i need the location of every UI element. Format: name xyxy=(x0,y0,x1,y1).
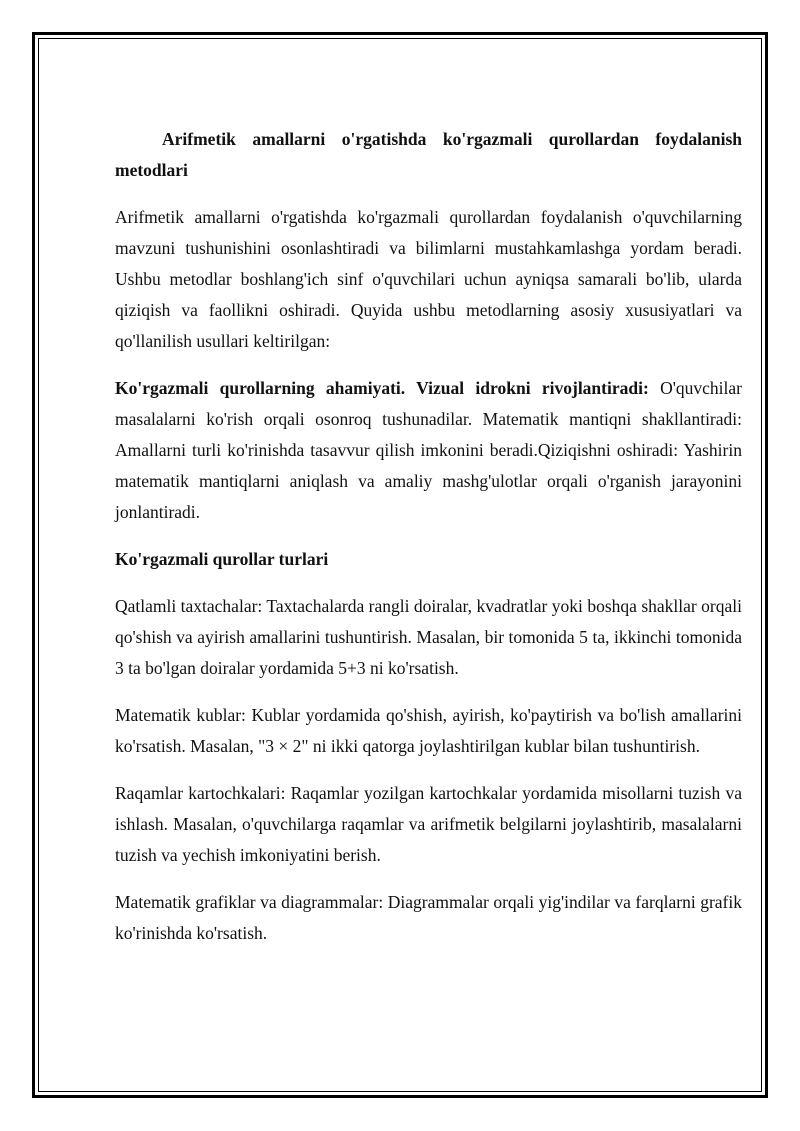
importance-lead: Ko'rgazmali qurollarning ahamiyati. Vizual idrokni rivojlantiradi: xyxy=(115,378,649,398)
intro-paragraph: Arifmetik amallarni o'rgatishda ko'rgazmali qurollardan foydalanish o'quvchilarning mavzuni tushunishini osonlashtiradi va bilimlarni mustahkamlashga yordam beradi. Ushbu metodlar boshlang'ich sinf o'quvchilari uchun ayniqsa samarali bo'lib, ularda qiziqish va faollikni oshiradi. Quyida ushbu metodlarning asosiy xususiyatlari va qo'llanilish usullari keltirilgan: xyxy=(115,207,742,351)
types-heading: Ko'rgazmali qurollar turlari xyxy=(115,549,329,569)
type-paragraph-graphs-diagrams: Matematik grafiklar va diagrammalar: Diagrammalar orqali yig'indilar va farqlarni grafik ko'rinishda ko'rsatish. xyxy=(115,892,742,943)
document-body xyxy=(115,124,742,965)
type-paragraph-number-cards: Raqamlar kartochkalari: Raqamlar yozilgan kartochkalar yordamida misollarni tuzish va ishlash. Masalan, o'quvchilarga raqamlar va arifmetik belgilarni joylashtirib, masalalarni tuzish va yechish imkoniyatini berish. xyxy=(115,783,742,865)
document-title: Arifmetik amallarni o'rgatishda ko'rgazmali qurollardan foydalanish metodlari xyxy=(115,129,742,180)
importance-paragraph xyxy=(115,373,742,528)
type-paragraph-math-cubes: Matematik kublar: Kublar yordamida qo'shish, ayirish, ko'paytirish va bo'lish amallarini ko'rsatish. Masalan, "3 × 2" ni ikki qatorga joylashtirilgan kublar bilan tushuntirish. xyxy=(115,705,742,756)
importance-text: O'quvchilar masalalarni ko'rish orqali osonroq tushunadilar. Matematik mantiqni shakllantiradi: Amallarni turli ko'rinishda tasavvur qilish imkonini beradi.Qiziqishni oshiradi: Yashirin matematik mantiqlarni aniqlash va amaliy mashg'ulotlar orqali o'rganish jarayonini jonlantiradi. xyxy=(115,378,742,522)
type-paragraph-layered-boards: Qatlamli taxtachalar: Taxtachalarda rangli doiralar, kvadratlar yoki boshqa shakllar orqali qo'shish va ayirish amallarini tushuntirish. Masalan, bir tomonida 5 ta, ikkinchi tomonida 3 ta bo'lgan doiralar yordamida 5+3 ni ko'rsatish. xyxy=(115,596,742,678)
